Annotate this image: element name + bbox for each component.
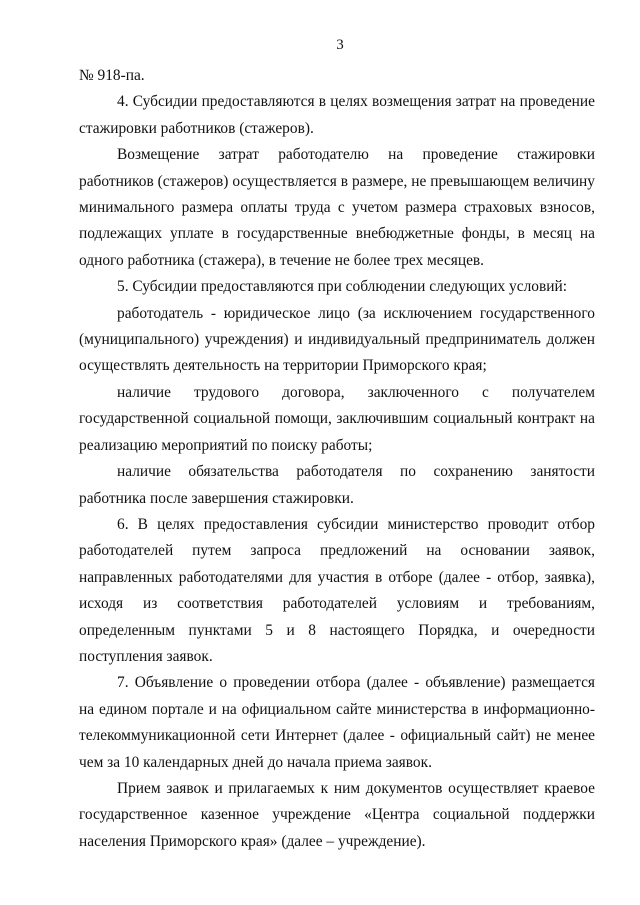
paragraph-condition-employer: работодатель - юридическое лицо (за исключением государственного (муниципального) учреждения) и индивидуальный предприниматель должен осуществлять деятельность на территории Приморского края;	[79, 304, 595, 375]
paragraph-item-7: 7. Объявление о проведении отбора (далее - объявление) размещается на едином портале и на официальном сайте министерства в информационно-телекоммуникационной сети Интернет (далее - официальный сайт) не менее чем за 10 календарных дней до начала приема заявок.	[79, 674, 595, 771]
page-number: 3	[336, 37, 344, 53]
paragraph-item-5: 5. Субсидии предоставляются при соблюдении следующих условий:	[117, 278, 567, 296]
paragraph-item-6: 6. В целях предоставления субсидии министерство проводит отбор работодателей путем запроса предложений на основании заявок, направленных работодателями для участия в отборе (далее - отбор, заявка), исходя из соответствия работодателей условиям и требованиям, определенным пунктами 5 и 8 настоящего Порядка, и очередности поступления заявок.	[79, 515, 595, 665]
paragraph-reimbursement: Возмещение затрат работодателю на проведение стажировки работников (стажеров) осуществляется в размере, не превышающем величину минимального размера оплаты труда с учетом размера страховых взносов, подлежащих уплате в государственные внебюджетные фонды, в месяц на одного работника (стажера), в течение не более трех месяцев.	[79, 146, 595, 269]
paragraph-reference: № 918-па.	[79, 67, 145, 84]
document-body	[79, 63, 595, 855]
paragraph-condition-obligation: наличие обязательства работодателя по сохранению занятости работника после завершения стажировки.	[79, 463, 595, 507]
paragraph-condition-contract: наличие трудового договора, заключенного с получателем государственной социальной помощи, заключившим социальный контракт на реализацию мероприятий по поиску работы;	[79, 383, 595, 454]
paragraph-acceptance: Прием заявок и прилагаемых к ним документов осуществляет краевое государственное казенное учреждение «Центра социальной поддержки населения Приморского края» (далее – учреждение).	[79, 779, 595, 850]
paragraph-item-4: 4. Субсидии предоставляются в целях возмещения затрат на проведение стажировки работников (стажеров).	[79, 93, 595, 137]
